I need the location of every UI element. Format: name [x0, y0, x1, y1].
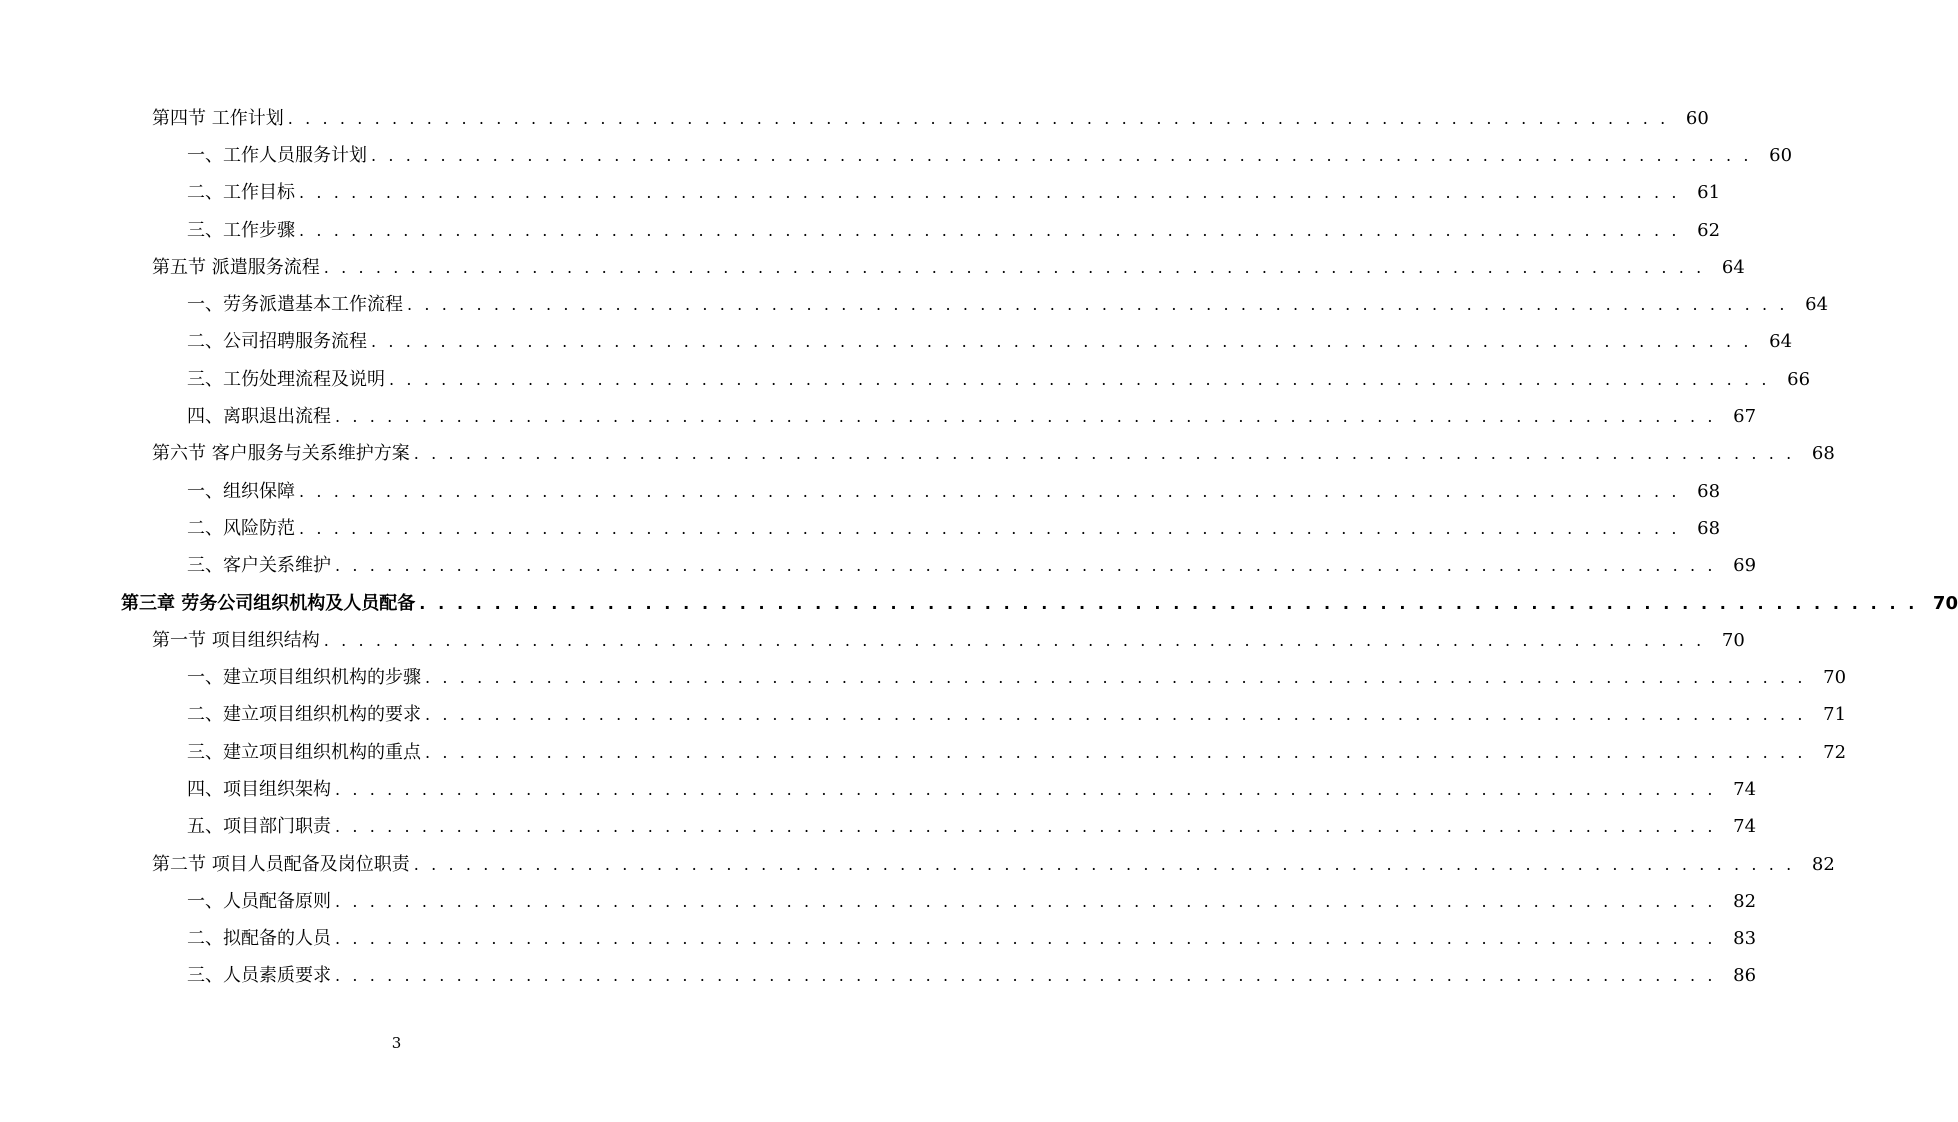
toc-dot-leader: . . . . . . . . . . . . . . . . . . . . . . . . . . . . . . . . . . . . . . . . . . . . . . . . . . . . . . . . . . . . . . . . . . . . . . . . . . . . . . . . [335, 817, 1717, 837]
toc-entry-page: 64 [1721, 256, 1745, 278]
toc-subsection-entry[interactable] [0, 697, 1847, 734]
toc-subsection-entry[interactable] [0, 473, 1721, 510]
toc-dot-leader: . . . . . . . . . . . . . . . . . . . . . . . . . . . . . . . . . . . . . . . . . . . . . . . . . . . . . . . . . . . . . . . . . . . . . . . . . . . . . . . . [413, 854, 1795, 874]
page-number: 3 [391, 1034, 402, 1052]
toc-entry-title: 第六节 客户服务与关系维护方案 [152, 443, 410, 465]
toc-entry-title: 三、建立项目组织机构的重点 [187, 741, 421, 763]
toc-dot-leader: . . . . . . . . . . . . . . . . . . . . . . . . . . . . . . . . . . . . . . . . . . . . . . . . . . . . . . . . . . . . . . . . . . . . . . . . . . . . . . . . [287, 108, 1669, 128]
toc-section-entry[interactable] [0, 622, 1745, 659]
toc-dot-leader: . . . . . . . . . . . . . . . . . . . . . . . . . . . . . . . . . . . . . . . . . . . . . . . . . . . . . . . . . . . . . . . . . . . . . . . . . . . . . . . . [419, 593, 1918, 613]
toc-subsection-entry[interactable] [0, 175, 1721, 212]
toc-entry-title: 二、风险防范 [187, 517, 295, 539]
toc-subsection-entry[interactable] [0, 958, 1757, 995]
toc-entry-title: 第五节 派遣服务流程 [152, 256, 320, 278]
toc-entry-title: 一、建立项目组织机构的步骤 [187, 667, 421, 689]
toc-dot-leader: . . . . . . . . . . . . . . . . . . . . . . . . . . . . . . . . . . . . . . . . . . . . . . . . . . . . . . . . . . . . . . . . . . . . . . . . . . . . . . . . [407, 295, 1789, 315]
toc-entry-page: 68 [1697, 480, 1721, 502]
toc-entry-title: 四、项目组织架构 [187, 778, 331, 800]
toc-dot-leader: . . . . . . . . . . . . . . . . . . . . . . . . . . . . . . . . . . . . . . . . . . . . . . . . . . . . . . . . . . . . . . . . . . . . . . . . . . . . . . . . [299, 481, 1681, 501]
toc-entry-page: 68 [1811, 443, 1835, 465]
toc-entry-title: 三、人员素质要求 [187, 965, 331, 987]
toc-entry-title: 第一节 项目组织结构 [152, 629, 320, 651]
toc-entry-page: 60 [1769, 144, 1793, 166]
toc-subsection-entry[interactable] [0, 361, 1811, 398]
toc-entry-page: 74 [1733, 816, 1757, 838]
toc-section-entry[interactable] [0, 846, 1835, 883]
toc-subsection-entry[interactable] [0, 883, 1757, 920]
toc-dot-leader: . . . . . . . . . . . . . . . . . . . . . . . . . . . . . . . . . . . . . . . . . . . . . . . . . . . . . . . . . . . . . . . . . . . . . . . . . . . . . . . . [389, 369, 1771, 389]
toc-entry-page: 61 [1697, 182, 1721, 204]
toc-subsection-entry[interactable] [0, 659, 1847, 696]
toc-entry-title: 二、拟配备的人员 [187, 928, 331, 950]
toc-subsection-entry[interactable] [0, 510, 1721, 547]
toc-chapter-entry[interactable] [0, 585, 1958, 622]
toc-entry-page: 67 [1733, 406, 1757, 428]
toc-subsection-entry[interactable] [0, 137, 1793, 174]
toc-entry-page: 60 [1685, 107, 1709, 129]
toc-entry-title: 五、项目部门职责 [187, 816, 331, 838]
toc-dot-leader: . . . . . . . . . . . . . . . . . . . . . . . . . . . . . . . . . . . . . . . . . . . . . . . . . . . . . . . . . . . . . . . . . . . . . . . . . . . . . . . . [335, 891, 1717, 911]
toc-entry-page: 70 [1932, 592, 1958, 614]
toc-entry-title: 三、客户关系维护 [187, 555, 331, 577]
toc-dot-leader: . . . . . . . . . . . . . . . . . . . . . . . . . . . . . . . . . . . . . . . . . . . . . . . . . . . . . . . . . . . . . . . . . . . . . . . . . . . . . . . . [335, 556, 1717, 576]
toc-entry-title: 二、工作目标 [187, 182, 295, 204]
toc-entry-title: 四、离职退出流程 [187, 406, 331, 428]
toc-entry-title: 三、工作步骤 [187, 219, 295, 241]
toc-entry-page: 69 [1733, 555, 1757, 577]
toc-subsection-entry[interactable] [0, 286, 1829, 323]
toc-subsection-entry[interactable] [0, 324, 1793, 361]
toc-entry-page: 74 [1733, 778, 1757, 800]
toc-entry-title: 二、建立项目组织机构的要求 [187, 704, 421, 726]
toc-entry-page: 86 [1733, 965, 1757, 987]
toc-entry-title: 一、劳务派遣基本工作流程 [187, 294, 403, 316]
toc-entry-title: 二、公司招聘服务流程 [187, 331, 367, 353]
toc-entry-page: 71 [1823, 704, 1847, 726]
toc-dot-leader: . . . . . . . . . . . . . . . . . . . . . . . . . . . . . . . . . . . . . . . . . . . . . . . . . . . . . . . . . . . . . . . . . . . . . . . . . . . . . . . . [425, 742, 1807, 762]
toc-entry-title: 一、工作人员服务计划 [187, 144, 367, 166]
toc-section-entry[interactable] [0, 436, 1835, 473]
toc-subsection-entry[interactable] [0, 771, 1757, 808]
toc-dot-leader: . . . . . . . . . . . . . . . . . . . . . . . . . . . . . . . . . . . . . . . . . . . . . . . . . . . . . . . . . . . . . . . . . . . . . . . . . . . . . . . . [323, 257, 1705, 277]
toc-entry-page: 64 [1769, 331, 1793, 353]
toc-dot-leader: . . . . . . . . . . . . . . . . . . . . . . . . . . . . . . . . . . . . . . . . . . . . . . . . . . . . . . . . . . . . . . . . . . . . . . . . . . . . . . . . [335, 407, 1717, 427]
toc-entry-title: 第四节 工作计划 [152, 107, 284, 129]
toc-subsection-entry[interactable] [0, 921, 1757, 958]
toc-dot-leader: . . . . . . . . . . . . . . . . . . . . . . . . . . . . . . . . . . . . . . . . . . . . . . . . . . . . . . . . . . . . . . . . . . . . . . . . . . . . . . . . [323, 630, 1705, 650]
toc-dot-leader: . . . . . . . . . . . . . . . . . . . . . . . . . . . . . . . . . . . . . . . . . . . . . . . . . . . . . . . . . . . . . . . . . . . . . . . . . . . . . . . . [335, 779, 1717, 799]
toc-entry-page: 72 [1823, 741, 1847, 763]
toc-entry-title: 三、工伤处理流程及说明 [187, 368, 385, 390]
table-of-contents [0, 100, 1958, 995]
toc-entry-title: 一、人员配备原则 [187, 890, 331, 912]
toc-subsection-entry[interactable] [0, 398, 1757, 435]
toc-entry-page: 70 [1721, 629, 1745, 651]
toc-dot-leader: . . . . . . . . . . . . . . . . . . . . . . . . . . . . . . . . . . . . . . . . . . . . . . . . . . . . . . . . . . . . . . . . . . . . . . . . . . . . . . . . [371, 145, 1753, 165]
toc-dot-leader: . . . . . . . . . . . . . . . . . . . . . . . . . . . . . . . . . . . . . . . . . . . . . . . . . . . . . . . . . . . . . . . . . . . . . . . . . . . . . . . . [335, 929, 1717, 949]
toc-entry-page: 66 [1787, 368, 1811, 390]
toc-subsection-entry[interactable] [0, 548, 1757, 585]
toc-section-entry[interactable] [0, 249, 1745, 286]
toc-dot-leader: . . . . . . . . . . . . . . . . . . . . . . . . . . . . . . . . . . . . . . . . . . . . . . . . . . . . . . . . . . . . . . . . . . . . . . . . . . . . . . . . [425, 668, 1807, 688]
toc-entry-page: 82 [1733, 890, 1757, 912]
toc-entry-page: 62 [1697, 219, 1721, 241]
toc-entry-title: 第二节 项目人员配备及岗位职责 [152, 853, 410, 875]
toc-dot-leader: . . . . . . . . . . . . . . . . . . . . . . . . . . . . . . . . . . . . . . . . . . . . . . . . . . . . . . . . . . . . . . . . . . . . . . . . . . . . . . . . [425, 705, 1807, 725]
toc-entry-page: 82 [1811, 853, 1835, 875]
toc-section-entry[interactable] [0, 100, 1709, 137]
toc-entry-page: 70 [1823, 667, 1847, 689]
toc-entry-title: 第三章 劳务公司组织机构及人员配备 [121, 592, 416, 614]
toc-entry-title: 一、组织保障 [187, 480, 295, 502]
toc-subsection-entry[interactable] [0, 212, 1721, 249]
toc-dot-leader: . . . . . . . . . . . . . . . . . . . . . . . . . . . . . . . . . . . . . . . . . . . . . . . . . . . . . . . . . . . . . . . . . . . . . . . . . . . . . . . . [371, 332, 1753, 352]
toc-dot-leader: . . . . . . . . . . . . . . . . . . . . . . . . . . . . . . . . . . . . . . . . . . . . . . . . . . . . . . . . . . . . . . . . . . . . . . . . . . . . . . . . [299, 220, 1681, 240]
toc-subsection-entry[interactable] [0, 809, 1757, 846]
toc-entry-page: 68 [1697, 517, 1721, 539]
toc-entry-page: 64 [1805, 294, 1829, 316]
toc-entry-page: 83 [1733, 928, 1757, 950]
toc-dot-leader: . . . . . . . . . . . . . . . . . . . . . . . . . . . . . . . . . . . . . . . . . . . . . . . . . . . . . . . . . . . . . . . . . . . . . . . . . . . . . . . . [335, 966, 1717, 986]
toc-subsection-entry[interactable] [0, 734, 1847, 771]
toc-dot-leader: . . . . . . . . . . . . . . . . . . . . . . . . . . . . . . . . . . . . . . . . . . . . . . . . . . . . . . . . . . . . . . . . . . . . . . . . . . . . . . . . [299, 518, 1681, 538]
toc-dot-leader: . . . . . . . . . . . . . . . . . . . . . . . . . . . . . . . . . . . . . . . . . . . . . . . . . . . . . . . . . . . . . . . . . . . . . . . . . . . . . . . . [299, 183, 1681, 203]
toc-dot-leader: . . . . . . . . . . . . . . . . . . . . . . . . . . . . . . . . . . . . . . . . . . . . . . . . . . . . . . . . . . . . . . . . . . . . . . . . . . . . . . . . [413, 444, 1795, 464]
